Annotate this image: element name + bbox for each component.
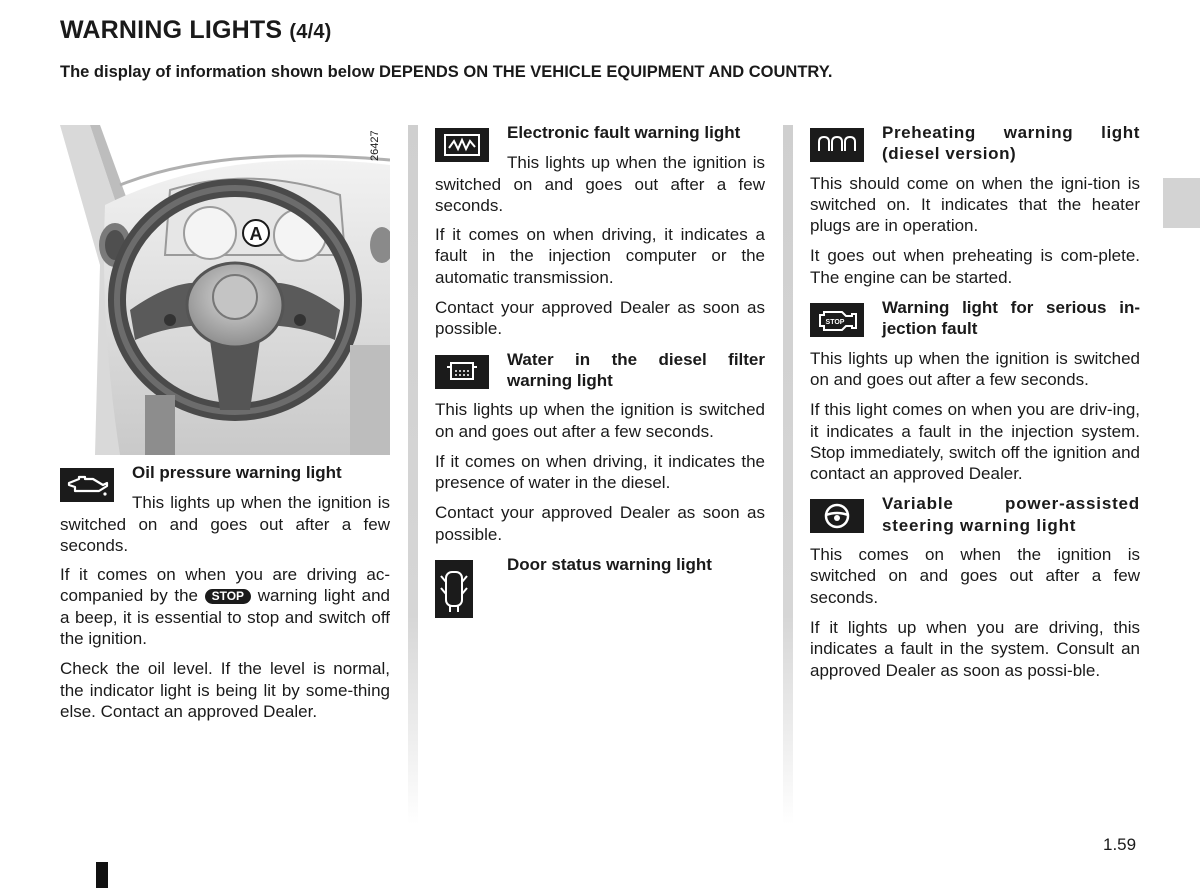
water-diesel-section [435,349,765,392]
oil-pressure-p1: This lights up when the ignition is switched on and goes out after a few seconds. [60,493,390,555]
electronic-fault-title: Electronic fault warning light [507,123,741,142]
preheating-p1: This should come on when the igni-tion is switched on. It indicates that the heater plugs are in operation. [810,173,1140,236]
door-status-title: Door status warning light [507,555,712,575]
steering-wheel-illustration [60,125,390,455]
oil-pressure-p2 [60,564,390,649]
section-tab [1163,178,1200,228]
oil-pressure-p3: Check the oil level. If the level is normal, the indicator light is being lit by some-thing else. Contact an approved Dealer. [60,659,390,721]
water-in-diesel-filter-icon [435,355,489,389]
title-part: (4/4) [289,21,332,43]
stop-engine-icon [810,303,864,337]
serious-injection-p2: If this light comes on when you are driv-ing, it indicates a fault in the injection system. Stop immediately, switch off the ignition and contact an approved Dealer. [810,400,1140,484]
power-steering-p2: If it lights up when you are driving, this indicates a fault in the system. Consult an approved Dealer as soon as possi-ble. [810,617,1140,680]
page-number: 1.59 [1103,835,1137,854]
column-1 [60,462,390,731]
page-title [60,16,332,45]
oil-pressure-section [60,462,390,556]
water-diesel-p3: Contact your approved Dealer as soon as possible. [435,503,765,544]
page-edge-marker [96,862,108,888]
oil-p2-before: If it comes on when you are driving ac-companied by the [60,565,390,606]
oil-can-icon [60,468,114,502]
electronic-fault-p1: This lights up when the ignition is switched on and goes out after a few seconds. [435,153,765,215]
preheating-title: Preheating warning light (diesel version) [882,123,1140,164]
callout-label: A [249,224,263,244]
oil-p2-after: warning light and a beep, it is essential to stop and switch off the ignition. [60,586,391,649]
stop-badge: STOP [205,589,251,604]
serious-injection-title: Warning light for serious in-jection fault [882,298,1140,339]
title-text: WARNING LIGHTS [60,16,283,44]
column-2 [435,122,765,622]
steering-wheel-icon [810,499,864,533]
serious-injection-section [810,297,1140,340]
preheating-p2: It goes out when preheating is com-plete. The engine can be started. [810,246,1140,287]
electronic-fault-icon [435,128,489,162]
column-3 [810,122,1140,690]
door-status-icon [435,560,473,618]
dashboard-photo [60,125,390,455]
preheating-coil-icon [810,128,864,162]
electronic-fault-section [435,122,765,216]
stop-engine-icon-label: STOP [825,319,845,327]
water-diesel-p1: This lights up when the ignition is switched on and goes out after a few seconds. [435,400,765,441]
figure-ref-number: 26427 [369,130,381,161]
oil-pressure-title: Oil pressure warning light [132,463,342,482]
water-diesel-title: Water in the diesel filter warning light [507,349,765,390]
water-diesel-p2: If it comes on when driving, it indicates the presence of water in the diesel. [435,451,765,493]
preheating-section [810,122,1140,165]
electronic-fault-p3: Contact your approved Dealer as soon as possible. [435,298,765,339]
column-divider [783,125,793,825]
serious-injection-p1: This lights up when the ignition is switched on and goes out after a few seconds. [810,348,1140,389]
power-steering-p1: This comes on when the ignition is switched on and goes out after a few seconds. [810,545,1140,607]
power-steering-section [810,493,1140,536]
door-status-section [435,554,765,614]
electronic-fault-p2: If it comes on when driving, it indicates a fault in the injection computer or the automatic transmission. [435,225,765,287]
page-subtitle: The display of information shown below DEPENDS ON THE VEHICLE EQUIPMENT AND COUNTRY. [60,63,833,81]
column-divider [408,125,418,825]
power-steering-title: Variable power-assisted steering warning light [882,494,1140,535]
